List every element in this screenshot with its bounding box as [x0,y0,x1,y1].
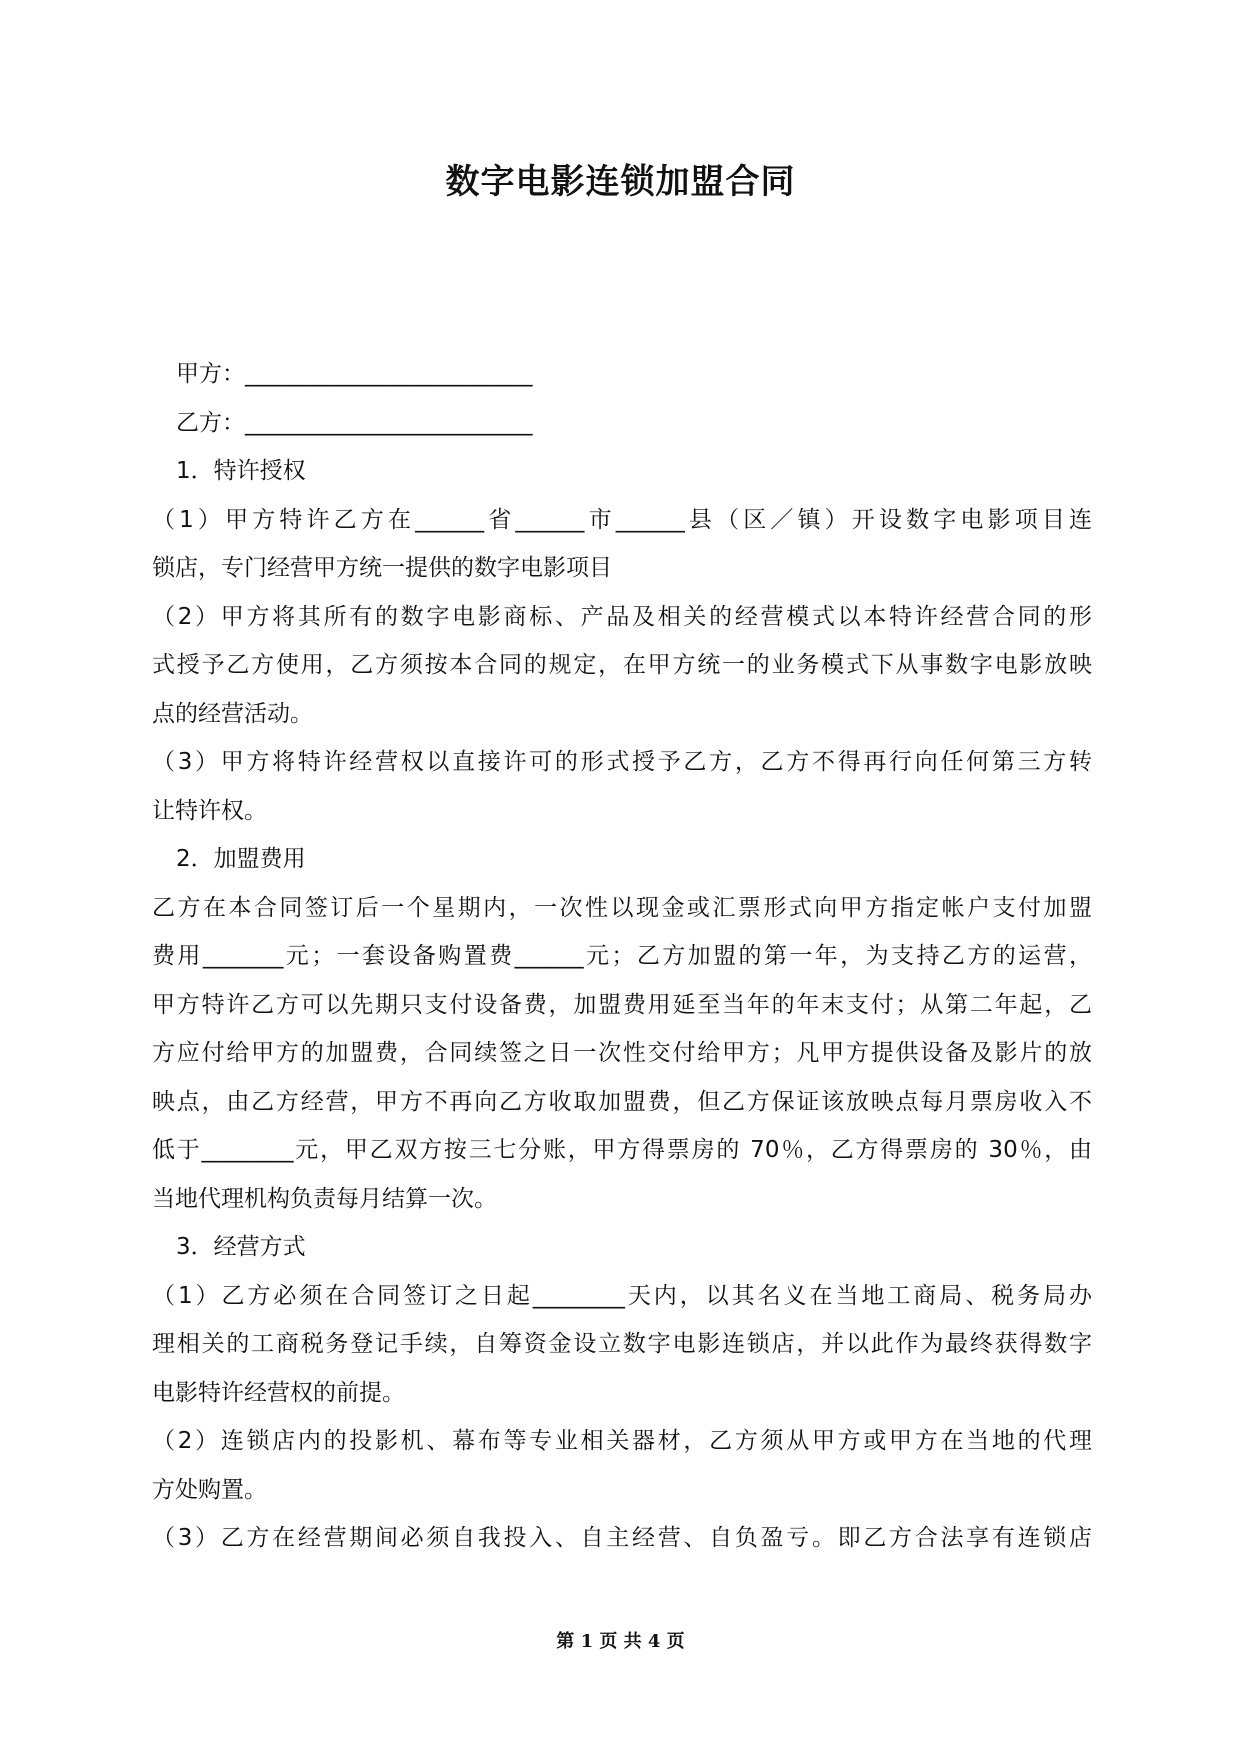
section-3-heading: 3．经营方式 [176,1234,306,1260]
section-2-line-7: 当地代理机构负责每月结算一次。 [152,1185,497,1212]
page-number-footer: 第 1 页 共 4 页 [556,1631,685,1652]
section-2-line-3: 甲方特许乙方可以先期只支付设备费，加盟费用延至当年的年末支付；从第二年起，乙 [152,991,1092,1018]
section-2-line-4: 方应付给甲方的加盟费，合同续签之日一次性交付给甲方；凡甲方提供设备及影片的放 [152,1040,1092,1066]
section-1-p1-line-1: （1）甲方特许乙方在______省______市______县（区／镇）开设数字电影项目连 [152,506,1092,533]
section-2-line-5: 映点，由乙方经营，甲方不再向乙方收取加盟费，但乙方保证该放映点每月票房收入不 [152,1088,1092,1115]
party-b-line: 乙方：_________________________ [176,409,533,436]
section-3-p1-line-2: 理相关的工商税务登记手续，自筹资金设立数字电影连锁店，并以此作为最终获得数字 [152,1331,1092,1357]
section-3-p2-line-2: 方处购置。 [152,1476,267,1503]
contract-body [152,350,1092,1563]
section-3-p1-line-1: （1）乙方必须在合同签订之日起________天内，以其名义在当地工商局、税务局办 [152,1282,1092,1309]
section-2-line-6: 低于________元，甲乙双方按三七分账，甲方得票房的 70％，乙方得票房的 30％，由 [152,1137,1092,1163]
section-1-p2-line-3: 点的经营活动。 [152,700,313,727]
section-3-p1-line-3: 电影特许经营权的前提。 [152,1379,405,1406]
section-2-heading: 2．加盟费用 [176,846,306,872]
section-2-line-2: 费用_______元；一套设备购置费______元；乙方加盟的第一年，为支持乙方的运营， [152,943,1092,969]
section-1-p2-line-1: （2）甲方将其所有的数字电影商标、产品及相关的经营模式以本特许经营合同的形 [152,603,1092,630]
section-2-line-1: 乙方在本合同签订后一个星期内，一次性以现金或汇票形式向甲方指定帐户支付加盟 [152,894,1092,921]
party-a-line: 甲方：_________________________ [176,361,533,387]
section-1-p1-line-2: 锁店，专门经营甲方统一提供的数字电影项目 [152,555,612,581]
section-3-p2-line-1: （2）连锁店内的投影机、幕布等专业相关器材，乙方须从甲方或甲方在当地的代理 [152,1428,1092,1454]
section-1-p2-line-2: 式授予乙方使用，乙方须按本合同的规定，在甲方统一的业务模式下从事数字电影放映 [152,652,1092,678]
section-1-heading: 1．特许授权 [176,458,306,484]
section-1-p3-line-2: 让特许权。 [152,797,267,824]
section-3-p3-line-1: （3）乙方在经营期间必须自我投入、自主经营、自负盈亏。即乙方合法享有连锁店 [152,1525,1092,1551]
document-title: 数字电影连锁加盟合同 [445,162,796,202]
section-1-p3-line-1: （3）甲方将特许经营权以直接许可的形式授予乙方，乙方不得再行向任何第三方转 [152,749,1092,775]
